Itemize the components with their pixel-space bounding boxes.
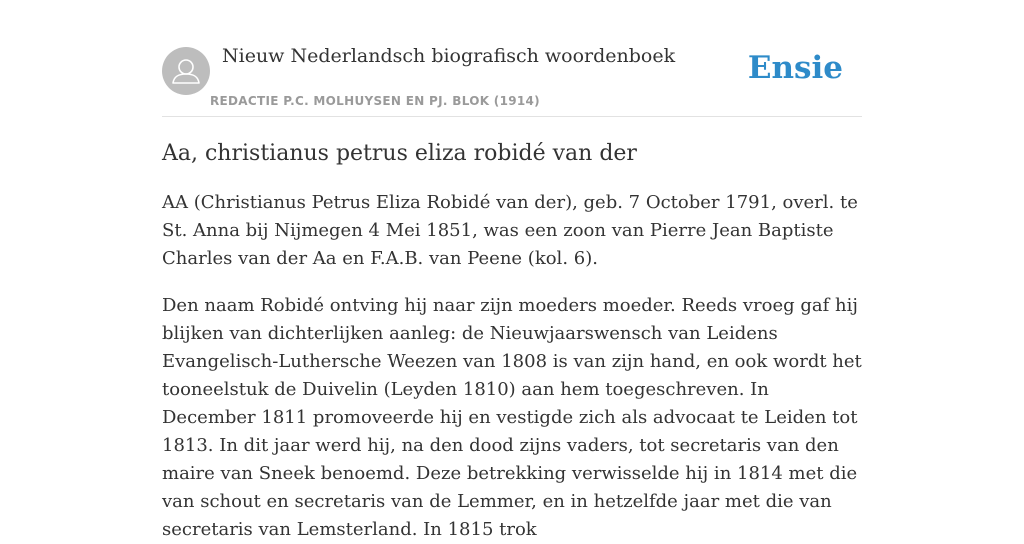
article-paragraph: Den naam Robidé ontving hij naar zijn moeders moeder. Reeds vroeg gaf hij blijken van dichterlijken aanleg: de Nieuwjaarswensch van Leidens Evangelisch-Luthersche Weezen van 1808 is van zijn hand, en ook wordt het tooneelstuk de Duivelin (Leyden 1810) aan hem toegeschreven. In December 1811 promoveerde hij en vestigde zich als advocaat te Leiden tot 1813. In dit jaar werd hij, na den dood zijns vaders, tot secretaris van den maire van Sneek benoemd. Deze betrekking verwisselde hij in 1814 met die van schout en secretaris van de Lemmer, en in hetzelfde jaar met die van secretaris van Lemsterland. In 1815 trok [162, 295, 862, 540]
book-title[interactable]: Nieuw Nederlandsch biografisch woordenboek [222, 45, 676, 67]
article-title: Aa, christianus petrus eliza robidé van der [162, 141, 637, 166]
article [162, 138, 862, 544]
article-paragraph: AA (Christianus Petrus Eliza Robidé van der), geb. 7 October 1791, overl. te St. Anna bij Nijmegen 4 Mei 1851, was een zoon van Pierre Jean Baptiste Charles van der Aa en F.A.B. van Peene (kol. 6). [162, 192, 858, 269]
ensie-logo[interactable]: Ensie [747, 50, 843, 86]
book-editors: REDACTIE P.C. MOLHUYSEN EN PJ. BLOK (1914) [210, 94, 540, 108]
header [162, 0, 862, 117]
avatar[interactable] [162, 47, 210, 95]
user-icon [162, 47, 210, 95]
